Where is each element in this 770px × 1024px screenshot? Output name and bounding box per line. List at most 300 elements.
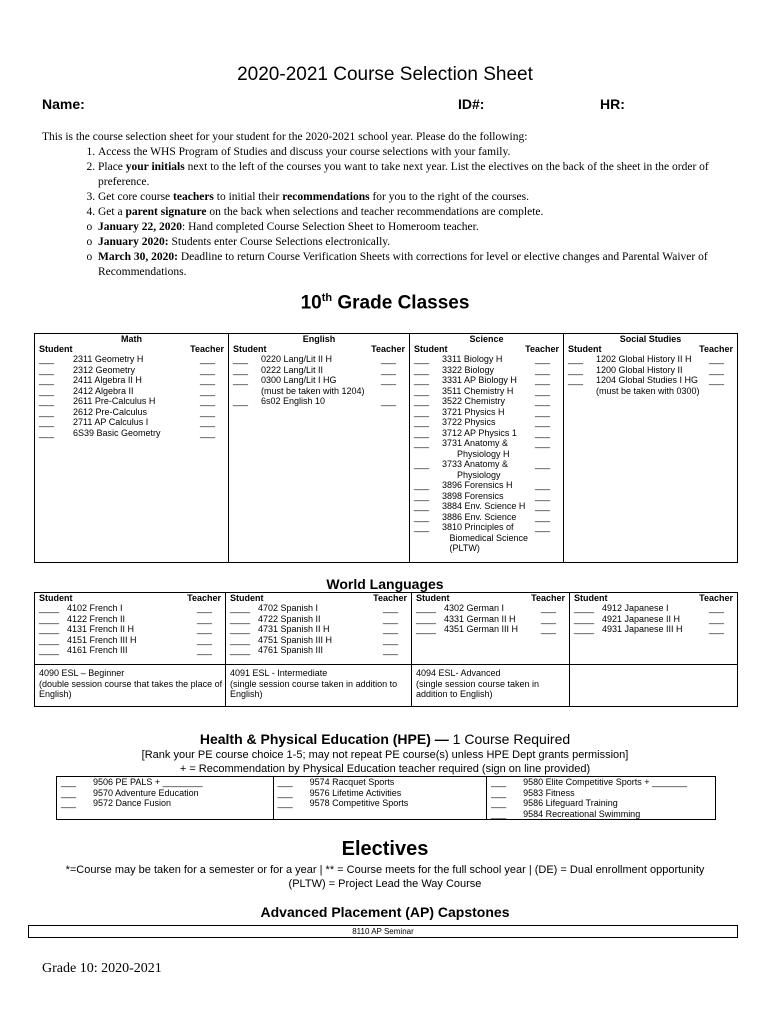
student-label: Student <box>39 344 73 354</box>
teacher-initial-blank[interactable]: ___ <box>535 385 551 396</box>
student-initial-blank[interactable]: ____ <box>230 613 251 624</box>
course-row <box>229 386 409 397</box>
teacher-initial-blank[interactable]: ___ <box>709 364 725 375</box>
teacher-initial-blank[interactable]: ___ <box>535 396 551 406</box>
world-languages-table: Student Teacher ____ 4102 French I ___ ____ 4122 French II ___ ____ 4131 French II H ___ ____ 4151 French III H ___ ____ 4161 French III ___ Student Teacher ____ 4702 Spanish I ___ ____ 4722 Spanish II ___ ____ 4731 Spanish II H ___ ____ 4751 Spanish III H ___ ____ 4761 Spanish III ___ Student Teacher ____ 4302 German I ___ ____ 4331 German II H ___ ____ 4351 German III H ___ Student Teacher ____ 4912 Japanese I ___ ____ 4921 Japanese II H ___ ____ 4931 Japanese III H ___ 4090 ESL – Beginner (double session course that takes the place of English) 4091 ESL - Intermediate (single session course taken in addition to English) 4094 ESL- Advanced (single session course taken in addition to English) <box>34 592 738 707</box>
course-row <box>57 798 273 809</box>
teacher-initial-blank[interactable]: ___ <box>383 645 399 655</box>
teacher-initial-blank[interactable] <box>245 788 273 799</box>
teacher-initial-blank[interactable]: ___ <box>535 522 551 532</box>
course-label: 9578 Competitive Sports <box>309 798 409 808</box>
teacher-initial-blank[interactable]: ___ <box>541 624 557 634</box>
student-initial-blank[interactable]: ____ <box>39 613 60 624</box>
student-initial-blank[interactable]: ___ <box>39 375 55 385</box>
english-title: English <box>302 334 336 344</box>
course-label: 4931 Japanese III H <box>602 624 683 634</box>
electives-legend-2: (PLTW) = Project Lead the Way Course <box>288 878 482 890</box>
date-3: o March 30, 2020: Deadline to return Course Verification Sheets with corrections for level or elective changes and Parental Waiver of Recommendations. <box>98 250 732 280</box>
student-initial-blank[interactable] <box>410 533 442 544</box>
course-label: Physiology H <box>442 448 510 459</box>
student-initial-blank[interactable]: ___ <box>414 490 430 501</box>
teacher-initial-blank[interactable]: ___ <box>381 354 397 364</box>
student-initial-blank[interactable] <box>229 386 261 397</box>
course-row <box>564 365 737 376</box>
course-row <box>410 491 563 502</box>
student-initial-blank[interactable]: ___ <box>39 364 55 375</box>
course-label: 4161 French III <box>67 645 128 655</box>
teacher-initial-blank[interactable]: ___ <box>381 364 397 375</box>
teacher-initial-blank[interactable]: ___ <box>383 634 399 645</box>
student-initial-blank[interactable]: ____ <box>574 603 595 613</box>
teacher-initial-blank[interactable] <box>709 386 737 397</box>
japanese-course-list <box>570 603 737 635</box>
teacher-initial-blank[interactable]: ___ <box>709 354 725 364</box>
course-label: 4331 German II H <box>444 613 516 624</box>
teacher-initial-blank[interactable]: ___ <box>200 417 216 427</box>
course-label: 3722 Physics <box>442 417 496 427</box>
student-initial-blank[interactable]: ___ <box>491 808 507 819</box>
student-initial-blank[interactable]: ___ <box>491 787 507 798</box>
hpe-recommendation-note: + = Recommendation by Physical Education teacher required (sign on line provided) <box>179 763 591 775</box>
course-row <box>410 512 563 523</box>
course-label: 1204 Global Studies I HG <box>596 375 699 385</box>
page-title: 2020-2021 Course Selection Sheet <box>237 64 533 85</box>
teacher-initial-blank[interactable]: ___ <box>541 613 557 624</box>
student-initial-blank[interactable]: ___ <box>414 364 430 375</box>
student-initial-blank[interactable]: ___ <box>414 385 430 396</box>
course-label: 3721 Physics H <box>442 406 505 417</box>
teacher-initial-blank[interactable] <box>687 788 715 799</box>
math-course-list <box>35 354 228 438</box>
teacher-initial-blank[interactable]: ___ <box>200 354 216 364</box>
course-label: 3331 AP Biology H <box>442 375 517 385</box>
math-title: Math <box>121 334 142 344</box>
course-row <box>274 798 486 809</box>
teacher-initial-blank[interactable] <box>535 533 563 544</box>
course-row <box>570 614 737 625</box>
course-label: 4921 Japanese II H <box>602 613 681 624</box>
teacher-initial-blank[interactable]: ___ <box>709 624 725 634</box>
student-initial-blank[interactable]: ____ <box>416 613 437 624</box>
course-label: 9584 Recreational Swimming <box>523 808 641 819</box>
english-column <box>229 334 410 563</box>
student-initial-blank[interactable]: ___ <box>414 427 430 438</box>
course-row <box>410 407 563 418</box>
student-initial-blank[interactable]: ___ <box>414 406 430 417</box>
date-2: o January 2020: Students enter Course Selections electronically. <box>98 235 732 250</box>
course-row <box>35 417 228 428</box>
course-label: 0300 Lang/Lit I HG <box>261 375 337 385</box>
teacher-initial-blank[interactable]: ___ <box>535 427 551 438</box>
student-initial-blank[interactable]: ____ <box>39 624 60 634</box>
teacher-initial-blank[interactable] <box>535 470 563 481</box>
course-label: 2711 AP Calculus I <box>73 417 149 427</box>
teacher-initial-blank[interactable] <box>458 788 486 799</box>
teacher-initial-blank[interactable]: ___ <box>383 603 399 613</box>
hpe-course-list-2 <box>274 777 486 809</box>
course-row <box>570 603 737 614</box>
date-1: o January 22, 2020: Hand completed Course Selection Sheet to Homeroom teacher. <box>98 220 732 235</box>
teacher-initial-blank[interactable] <box>687 809 715 820</box>
course-row <box>412 624 569 635</box>
teacher-initial-blank[interactable]: ___ <box>709 613 725 624</box>
esl-intermediate: 4091 ESL - Intermediate (single session course taken in addition to English) <box>226 665 412 707</box>
science-course-list <box>410 354 563 554</box>
course-label: 4131 French II H <box>67 624 135 634</box>
course-row <box>410 449 563 460</box>
course-label: 2411 Algebra II H <box>73 375 142 385</box>
course-row <box>410 501 563 512</box>
step-1: 1. Access the WHS Program of Studies and discuss your course selections with your family. <box>98 145 732 160</box>
student-initial-blank[interactable]: ____ <box>574 613 595 624</box>
student-initial-blank[interactable]: ___ <box>414 511 430 522</box>
instructions-lead: This is the course selection sheet for your student for the 2020-2021 school year. Please do the following: <box>42 131 528 143</box>
world-languages-heading: World Languages <box>326 576 444 592</box>
course-label: Physiology <box>442 469 501 480</box>
student-initial-blank[interactable]: ___ <box>39 406 55 417</box>
course-label: Biomedical Science <box>442 532 529 543</box>
course-row <box>410 543 563 554</box>
student-initial-blank[interactable]: ___ <box>414 438 430 448</box>
step-4: 4. Get a parent signature on the back when selections and teacher recommendations are complete. <box>98 205 732 220</box>
course-row <box>35 603 225 614</box>
course-label: 3731 Anatomy & <box>442 438 509 448</box>
step-3: 3. Get core course teachers to initial their recommendations for you to the right of the courses. <box>98 190 732 205</box>
course-row <box>229 396 409 407</box>
student-initial-blank[interactable]: ___ <box>568 354 584 364</box>
course-label: 9506 PE PALS + ________ <box>93 777 203 787</box>
student-initial-blank[interactable] <box>410 470 442 481</box>
student-initial-blank[interactable]: ___ <box>414 375 430 385</box>
course-label: 3322 Biology <box>442 364 495 375</box>
course-row <box>410 417 563 428</box>
course-label: 4351 German III H <box>444 624 519 634</box>
course-row <box>564 354 737 365</box>
student-initial-blank[interactable]: ___ <box>568 364 584 375</box>
student-initial-blank[interactable]: ___ <box>491 798 507 808</box>
teacher-initial-blank[interactable] <box>458 798 486 809</box>
teacher-initial-blank[interactable] <box>535 449 563 460</box>
course-row <box>410 428 563 439</box>
science-title: Science <box>469 334 504 344</box>
math-column <box>35 334 229 563</box>
course-label: 3712 AP Physics 1 <box>442 427 517 438</box>
course-row <box>35 407 228 418</box>
course-label: 9572 Dance Fusion <box>93 798 172 808</box>
teacher-initial-blank[interactable]: ___ <box>383 624 399 634</box>
teacher-initial-blank[interactable]: ___ <box>709 603 725 613</box>
student-initial-blank[interactable]: ___ <box>39 427 55 438</box>
student-initial-blank[interactable]: ___ <box>414 480 430 490</box>
teacher-initial-blank[interactable]: ___ <box>381 396 397 406</box>
course-row <box>487 809 715 820</box>
course-row <box>487 798 715 809</box>
course-row <box>570 624 737 635</box>
social-column <box>564 334 738 563</box>
course-row <box>35 375 228 386</box>
electives-heading: Electives <box>341 838 429 860</box>
student-initial-blank[interactable]: ___ <box>414 417 430 427</box>
student-initial-blank[interactable]: ___ <box>233 375 249 385</box>
grade-heading: 10th Grade Classes <box>300 292 470 314</box>
course-row <box>226 603 411 614</box>
student-initial-blank[interactable]: ___ <box>568 375 584 385</box>
course-row <box>229 354 409 365</box>
teacher-initial-blank[interactable]: ___ <box>535 490 551 501</box>
student-initial-blank[interactable]: ___ <box>414 459 430 469</box>
teacher-label: Teacher <box>525 344 559 354</box>
student-initial-blank[interactable]: ___ <box>39 396 55 406</box>
teacher-initial-blank[interactable]: ___ <box>200 375 216 385</box>
teacher-initial-blank[interactable]: ___ <box>709 375 725 385</box>
name-label: Name: <box>42 96 85 112</box>
footer-grade: Grade 10: 2020-2021 <box>42 961 162 976</box>
course-label: 0222 Lang/Lit II <box>261 364 324 375</box>
course-row <box>410 438 563 449</box>
course-row <box>410 386 563 397</box>
teacher-initial-blank[interactable]: ___ <box>383 613 399 624</box>
course-row <box>226 624 411 635</box>
student-initial-blank[interactable]: ____ <box>230 634 251 645</box>
teacher-initial-blank[interactable]: ___ <box>200 427 216 438</box>
student-initial-blank[interactable]: ___ <box>277 798 293 808</box>
course-label: 3884 Env. Science H <box>442 501 526 511</box>
student-initial-blank[interactable]: ___ <box>414 522 430 532</box>
course-row <box>410 365 563 376</box>
course-label: 9583 Fitness <box>523 787 575 798</box>
teacher-initial-blank[interactable]: ___ <box>535 438 551 448</box>
student-label: Student <box>414 344 448 354</box>
instructions-steps <box>42 145 732 220</box>
course-label: 3311 Biology H <box>442 354 503 364</box>
student-initial-blank[interactable]: ___ <box>61 787 77 798</box>
esl-advanced: 4094 ESL- Advanced (single session course taken in addition to English) <box>412 665 570 707</box>
electives-legend-1: *=Course may be taken for a semester or for a year | ** = Course meets for the full school year | (DE) = Dual enrollment opportunity <box>65 864 705 876</box>
teacher-initial-blank[interactable] <box>687 798 715 809</box>
course-label: 9586 Lifeguard Training <box>523 798 618 808</box>
course-label: 4761 Spanish III <box>258 645 324 655</box>
course-row <box>564 375 737 386</box>
teacher-initial-blank[interactable] <box>245 798 273 809</box>
course-label: 1202 Global History II H <box>596 354 692 364</box>
esl-beginner: 4090 ESL – Beginner (double session course that takes the place of English) <box>35 665 226 707</box>
teacher-initial-blank[interactable]: ___ <box>535 375 551 385</box>
teacher-initial-blank[interactable] <box>245 777 273 788</box>
course-row <box>226 645 411 656</box>
spanish-course-list <box>226 603 411 656</box>
course-row <box>410 459 563 470</box>
teacher-initial-blank[interactable]: ___ <box>535 459 551 469</box>
social-course-list <box>564 354 737 396</box>
instructions <box>42 130 732 280</box>
hpe-heading: Health & Physical Education (HPE) — 1 Course Required <box>199 731 571 747</box>
student-initial-blank[interactable]: ____ <box>230 603 251 613</box>
student-initial-blank[interactable]: ___ <box>233 354 249 364</box>
course-label: 4912 Japanese I <box>602 603 669 613</box>
course-label: 1200 Global History II <box>596 364 683 375</box>
student-initial-blank[interactable] <box>410 543 442 554</box>
ap-capstones-heading: Advanced Placement (AP) Capstones <box>260 904 510 920</box>
teacher-initial-blank[interactable]: ___ <box>197 634 213 645</box>
student-initial-blank[interactable]: ___ <box>414 396 430 406</box>
course-row <box>564 386 737 397</box>
course-row <box>35 635 225 646</box>
teacher-initial-blank[interactable]: ___ <box>535 480 551 490</box>
course-label: 4731 Spanish II H <box>258 624 330 634</box>
teacher-initial-blank[interactable]: ___ <box>535 354 551 364</box>
student-initial-blank[interactable]: ___ <box>491 777 507 787</box>
student-initial-blank[interactable]: ____ <box>416 624 437 634</box>
course-label: 4722 Spanish II <box>258 613 321 624</box>
course-row <box>226 635 411 646</box>
course-label: 2311 Geometry H <box>73 354 144 364</box>
course-row <box>274 777 486 788</box>
course-label: 3810 Principles of <box>442 522 514 532</box>
id-label: ID#: <box>458 96 485 112</box>
course-row <box>410 375 563 386</box>
teacher-initial-blank[interactable]: ___ <box>535 364 551 375</box>
teacher-initial-blank[interactable]: ___ <box>197 624 213 634</box>
student-initial-blank[interactable]: ___ <box>414 354 430 364</box>
teacher-initial-blank[interactable]: ___ <box>535 406 551 417</box>
german-course-list <box>412 603 569 635</box>
student-initial-blank[interactable]: ____ <box>39 645 60 655</box>
course-row <box>35 354 228 365</box>
english-course-list <box>229 354 409 407</box>
teacher-initial-blank[interactable]: ___ <box>200 396 216 406</box>
course-row <box>410 354 563 365</box>
french-course-list <box>35 603 225 656</box>
course-label: 3522 Chemistry <box>442 396 506 406</box>
teacher-label: Teacher <box>371 344 405 354</box>
student-initial-blank[interactable]: ____ <box>574 624 595 634</box>
teacher-initial-blank[interactable] <box>535 543 563 554</box>
student-initial-blank[interactable]: ___ <box>277 787 293 798</box>
course-label: 4151 French III H <box>67 634 137 645</box>
course-label: 9570 Adventure Education <box>93 787 199 798</box>
student-initial-blank[interactable]: ___ <box>39 417 55 427</box>
course-row <box>410 396 563 407</box>
ap-seminar-row: 8110 AP Seminar <box>28 925 738 938</box>
course-row <box>226 614 411 625</box>
course-label: 4702 Spanish I <box>258 603 319 613</box>
student-initial-blank[interactable]: ___ <box>39 354 55 364</box>
course-label: 2612 Pre-Calculus <box>73 406 148 417</box>
student-initial-blank[interactable] <box>410 449 442 460</box>
course-label: 3898 Forensics <box>442 490 504 501</box>
teacher-initial-blank[interactable]: ___ <box>535 417 551 427</box>
course-label: 2412 Algebra II <box>73 385 134 396</box>
course-row <box>229 365 409 376</box>
course-label: 2611 Pre-Calculus H <box>73 396 156 406</box>
student-initial-blank[interactable]: ___ <box>61 777 77 787</box>
teacher-initial-blank[interactable] <box>687 777 715 788</box>
course-label: 6S39 Basic Geometry <box>73 427 161 438</box>
course-row <box>487 777 715 788</box>
hpe-instructions: [Rank your PE course choice 1-5; may not repeat PE course(s) unless HPE Dept grants permission] <box>141 749 629 761</box>
course-label: 3886 Env. Science <box>442 511 517 522</box>
course-label: 9576 Lifetime Activities <box>309 787 402 798</box>
course-label: (PLTW) <box>442 543 480 553</box>
teacher-initial-blank[interactable]: ___ <box>535 501 551 511</box>
teacher-initial-blank[interactable]: ___ <box>197 645 213 655</box>
course-label: 4751 Spanish III H <box>258 634 333 645</box>
course-row <box>410 522 563 533</box>
student-label: Student <box>233 344 267 354</box>
course-row <box>35 624 225 635</box>
student-label: Student <box>568 344 602 354</box>
student-initial-blank[interactable]: ___ <box>61 798 77 808</box>
teacher-label: Teacher <box>699 344 733 354</box>
hpe-table <box>56 776 716 820</box>
student-initial-blank[interactable]: ___ <box>233 364 249 375</box>
teacher-initial-blank[interactable]: ___ <box>200 406 216 417</box>
teacher-initial-blank[interactable]: ___ <box>197 603 213 613</box>
step-2: 2. Place your initials next to the left of the courses you want to take next year. List the electives on the back of the sheet in the order of preference. <box>98 160 732 190</box>
course-row <box>35 428 228 439</box>
course-label: 9574 Racquet Sports <box>309 777 395 787</box>
course-label: 0220 Lang/Lit II H <box>261 354 333 364</box>
student-initial-blank[interactable]: ___ <box>414 501 430 511</box>
hpe-course-list-1 <box>57 777 273 809</box>
student-initial-blank[interactable] <box>564 386 596 397</box>
teacher-label: Teacher <box>190 344 224 354</box>
hr-label: HR: <box>600 96 625 112</box>
course-row <box>35 396 228 407</box>
student-initial-blank[interactable]: ____ <box>230 645 251 655</box>
course-label: 3733 Anatomy & <box>442 459 509 469</box>
course-label: 6s02 English 10 <box>261 396 326 406</box>
course-label: 4102 French I <box>67 603 123 613</box>
course-row <box>35 614 225 625</box>
science-column <box>410 334 564 563</box>
teacher-initial-blank[interactable] <box>458 777 486 788</box>
hpe-course-list-3 <box>487 777 715 819</box>
teacher-initial-blank[interactable] <box>381 386 409 397</box>
course-label: 4122 French II <box>67 613 126 624</box>
teacher-initial-blank[interactable]: ___ <box>381 375 397 385</box>
course-label: 4302 German I <box>444 603 505 613</box>
teacher-initial-blank[interactable]: ___ <box>541 603 557 613</box>
course-row <box>412 603 569 614</box>
course-label: (must be taken with 0300) <box>596 385 700 396</box>
course-label: 9580 Elite Competitive Sports + _______ <box>523 777 687 787</box>
course-row <box>410 470 563 481</box>
teacher-initial-blank[interactable]: ___ <box>200 364 216 375</box>
course-row <box>35 386 228 397</box>
course-label: (must be taken with 1204) <box>261 385 365 396</box>
teacher-initial-blank[interactable]: ___ <box>200 385 216 396</box>
student-initial-blank[interactable]: ____ <box>230 624 251 634</box>
course-row <box>410 480 563 491</box>
key-dates <box>42 220 732 280</box>
course-row <box>487 788 715 799</box>
student-initial-blank[interactable]: ____ <box>416 603 437 613</box>
student-initial-blank[interactable]: ____ <box>39 634 60 645</box>
teacher-initial-blank[interactable]: ___ <box>197 613 213 624</box>
student-initial-blank[interactable]: ____ <box>39 603 60 613</box>
course-row <box>412 614 569 625</box>
teacher-initial-blank[interactable]: ___ <box>535 511 551 522</box>
course-row <box>57 788 273 799</box>
student-initial-blank[interactable]: ___ <box>233 396 249 406</box>
social-title: Social Studies <box>619 334 682 344</box>
student-initial-blank[interactable]: ___ <box>39 385 55 396</box>
course-label: 3511 Chemistry H <box>442 385 514 396</box>
course-row <box>35 365 228 376</box>
student-initial-blank[interactable]: ___ <box>277 777 293 787</box>
course-row <box>274 788 486 799</box>
